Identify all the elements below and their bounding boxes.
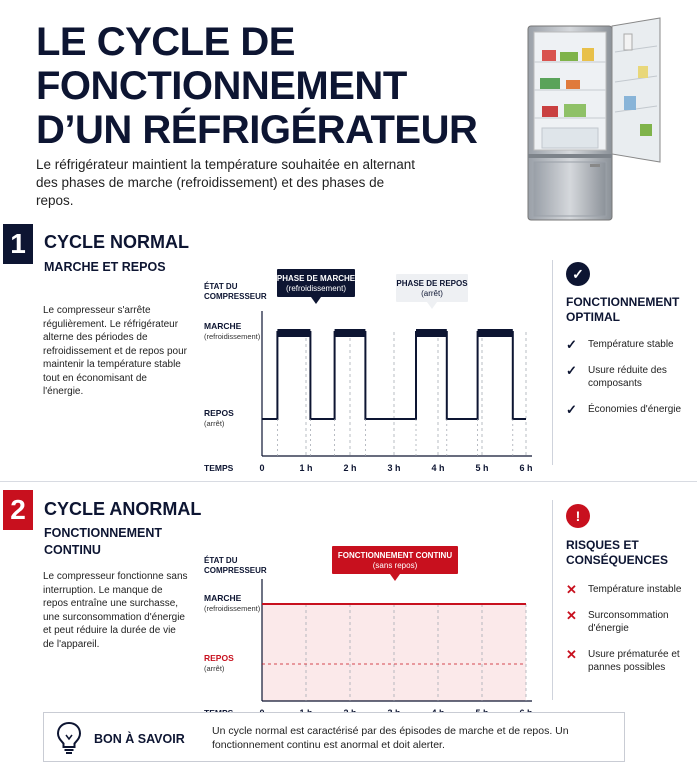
section-title-abnormal: CYCLE ANORMAL bbox=[44, 499, 202, 519]
check-icon: ✓ bbox=[566, 362, 577, 378]
page-title bbox=[36, 20, 476, 152]
marche-phase-bar bbox=[277, 329, 310, 337]
y-level-sublabel: (refroidissement) bbox=[204, 604, 261, 613]
tip-box bbox=[43, 712, 625, 762]
page-title-line: D’UN RÉFRIGÉRATEUR bbox=[36, 108, 478, 152]
annotation-pointer bbox=[311, 297, 321, 304]
list-item: ✓ Économies d'énergie bbox=[566, 401, 682, 417]
y-axis-title: COMPRESSEUR bbox=[204, 566, 267, 575]
y-axis-title: COMPRESSEUR bbox=[204, 292, 267, 301]
cross-icon: ✕ bbox=[566, 607, 577, 623]
annotation-pointer bbox=[427, 302, 437, 309]
x-tick-label: 0 bbox=[259, 463, 265, 473]
check-icon: ✓ bbox=[566, 401, 577, 417]
section-description-normal: Le compresseur s'arrête régulièrement. Le réfrigérateur alterne des périodes de refroidissement et de repos pour maintenir la température stable tout en économisant de l'énergie. bbox=[43, 305, 187, 397]
x-tick-label: 4 h bbox=[431, 463, 445, 473]
y-level-sublabel: (arrêt) bbox=[204, 664, 225, 673]
section-separator bbox=[0, 481, 697, 482]
section-title-normal: CYCLE NORMAL bbox=[44, 232, 189, 252]
x-tick-label: 5 h bbox=[475, 463, 489, 473]
risks-list bbox=[566, 583, 696, 687]
section-number-2: 2 bbox=[3, 490, 33, 530]
annotation-label: FONCTIONNEMENT CONTINU bbox=[337, 551, 453, 560]
refrigerator-illustration bbox=[520, 12, 670, 224]
y-axis-title: ÉTAT DU bbox=[204, 556, 238, 565]
marche-phase-bar bbox=[335, 329, 366, 337]
y-axis-title: ÉTAT DU bbox=[204, 282, 238, 291]
list-item: ✕ Température instable bbox=[566, 582, 682, 597]
x-tick-label: 6 h bbox=[519, 463, 533, 473]
list-item: ✓ Usure réduite des composants bbox=[566, 362, 667, 389]
y-level-label: REPOS bbox=[204, 408, 234, 418]
page-title-line: LE CYCLE DE bbox=[36, 20, 295, 64]
section-divider bbox=[552, 260, 553, 465]
annotation-label: PHASE DE MARCHE bbox=[276, 274, 356, 283]
x-tick-label: 3 h bbox=[387, 463, 401, 473]
exclamation-circle-icon: ! bbox=[566, 504, 590, 528]
check-icon: ✓ bbox=[566, 337, 577, 352]
y-level-label: MARCHE bbox=[204, 321, 242, 331]
marche-phase-bar bbox=[416, 329, 447, 337]
x-tick-label: 2 h bbox=[343, 463, 357, 473]
page-title-line: FONCTIONNEMENT bbox=[36, 64, 407, 108]
annotation-sublabel: (refroidissement) bbox=[285, 284, 347, 293]
list-item: ✕ Surconsommation d'énergie bbox=[566, 607, 669, 634]
marche-phase-bar bbox=[478, 329, 513, 337]
y-level-sublabel: (refroidissement) bbox=[204, 332, 261, 341]
y-level-label: MARCHE bbox=[204, 593, 242, 603]
side-title-abnormal: RISQUES ET CONSÉQUENCES bbox=[566, 538, 669, 567]
lightbulb-icon bbox=[56, 721, 82, 755]
x-axis-title: TEMPS bbox=[204, 463, 234, 473]
list-item: ✓ Température stable bbox=[566, 337, 674, 352]
cross-icon: ✕ bbox=[566, 582, 577, 597]
check-circle-icon: ✓ bbox=[566, 262, 590, 286]
tip-title: BON À SAVOIR bbox=[94, 732, 185, 746]
page-subtitle: Le réfrigérateur maintient la température souhaitée en alternant des phases de marche (refroidissement) et des phases de repos. bbox=[36, 157, 415, 208]
tip-text: Un cycle normal est caractérisé par des épisodes de marche et de repos. Un fonctionnement continu est anormal et doit alerter. bbox=[212, 725, 569, 751]
side-title-normal: FONCTIONNEMENT OPTIMAL bbox=[566, 295, 680, 324]
annotation-label: PHASE DE REPOS bbox=[396, 279, 468, 288]
annotation-pointer bbox=[390, 574, 400, 581]
section-description-abnormal: Le compresseur fonctionne sans interruption. Le manque de repos entraîne une surchasse, une surconsommation d'énergie et peut réduire la durée de vie de l'appareil. bbox=[43, 571, 188, 650]
normal-cycle-chart bbox=[196, 256, 546, 486]
annotation-sublabel: (sans repos) bbox=[372, 561, 418, 570]
cross-icon: ✕ bbox=[566, 646, 577, 662]
section-number-1: 1 bbox=[3, 224, 33, 264]
benefits-list bbox=[566, 338, 696, 428]
section-divider bbox=[552, 500, 553, 700]
y-level-label: REPOS bbox=[204, 653, 234, 663]
section-subtitle-abnormal: FONCTIONNEMENT CONTINU bbox=[44, 526, 163, 557]
list-item: ✕ Usure prématurée et pannes possibles bbox=[566, 646, 680, 673]
section-subtitle-normal: MARCHE ET REPOS bbox=[44, 260, 166, 274]
x-tick-label: 1 h bbox=[299, 463, 313, 473]
annotation-sublabel: (arrêt) bbox=[421, 289, 443, 298]
y-level-sublabel: (arrêt) bbox=[204, 419, 225, 428]
